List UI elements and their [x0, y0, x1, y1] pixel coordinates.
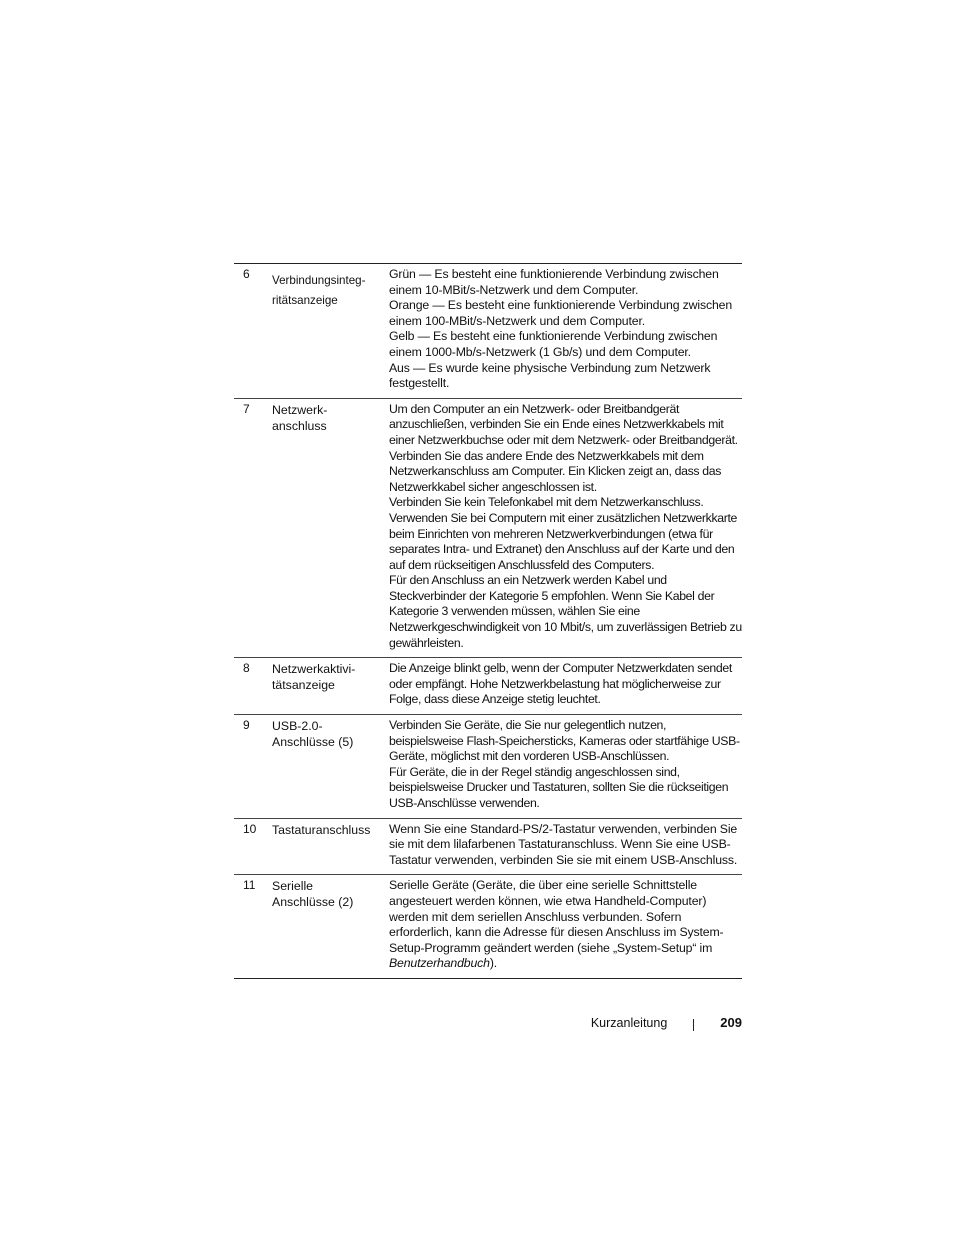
table-row: [234, 714, 742, 818]
description-text: Serielle Geräte (Geräte, die über eine serielle Schnittstelle angesteuert werden können, wie etwa Handheld-Computer) werden mit dem seriellen Anschluss verbunden. Sofern erforderlich, kann die Adresse für diesen Anschluss im System-Setup-Programm geändert werden (siehe „System-Setup“ im: [389, 878, 724, 955]
table-row: [234, 874, 742, 978]
description-paragraph: Für den Anschluss an ein Netzwerk werden Kabel und Steckverbinder der Kategorie 5 empfohlen. Wenn Sie Kabel der Kategorie 3 verwenden müssen, wählen Sie eine Netzwerkgeschwindigkeit von 10 Mbit/s, um zuverlässigen Betrieb zu gewährleisten.: [389, 573, 742, 650]
description-paragraph: Grün — Es besteht eine funktionierende Verbindung zwischen einem 10-MBit/s-Netzwerk und dem Computer.: [389, 267, 719, 297]
footer-section-title: Kurzanleitung: [590, 1015, 668, 1030]
table-row: [234, 398, 742, 658]
label-line: Verbindungsinteg-: [272, 274, 366, 287]
row-number: 11: [243, 878, 256, 893]
page-footer: [591, 1015, 742, 1030]
manual-title: Benutzerhandbuch: [389, 956, 490, 971]
label-line: Tastaturanschluss: [272, 822, 371, 837]
row-number: 10: [243, 821, 257, 836]
table-row: [234, 657, 742, 714]
row-number: 9: [243, 718, 250, 733]
description-paragraph: Orange — Es besteht eine funktionierende Verbindung zwischen einem 100-MBit/s-Netzwerk und dem Computer.: [389, 298, 733, 328]
label-line: tätsanzeige: [272, 678, 335, 693]
description-paragraph: Verbinden Sie kein Telefonkabel mit dem Netzwerkanschluss.: [389, 495, 704, 510]
description-paragraph: Verbinden Sie Geräte, die Sie nur gelegentlich nutzen, beispielsweise Flash-Speichersticks, Kameras oder startfähige USB-Geräte, möglichst mit den vorderen USB-Anschlüssen.: [389, 718, 740, 764]
row-description: [389, 822, 742, 869]
row-description: [389, 878, 742, 972]
label-line: Netzwerk-: [272, 402, 328, 417]
row-description: [389, 661, 742, 708]
label-line: Serielle: [272, 879, 314, 894]
row-description: [389, 267, 742, 392]
description-paragraph: [389, 878, 742, 972]
connector-table: [234, 263, 742, 979]
description-paragraph: Um den Computer an ein Netzwerk- oder Breitbandgerät anzuschließen, verbinden Sie ein Ende eines Netzwerkkabels mit einer Netzwerkbuchse oder mit dem Netzwerk- oder Breitbandgerät. Verbinden Sie das andere Ende des Netzwerkkabels mit dem Netzwerkanschluss am Computer. Ein Klicken zeigt an, dass das Netzwerkkabel sicher angeschlossen ist.: [389, 401, 738, 494]
description-paragraph: Verwenden Sie bei Computern mit einer zusätzlichen Netzwerkkarte beim Einrichten von mehreren Netzwerkverbindungen (etwa für separates Intra- und Extranet) den Anschluss auf der Karte und den auf dem rückseitigen Anschlussfeld des Computers.: [389, 510, 738, 572]
table-row: [234, 818, 742, 875]
row-number: 8: [243, 661, 250, 676]
row-label: [272, 267, 389, 392]
row-label: [272, 402, 389, 652]
row-number: 6: [243, 267, 250, 281]
row-number: 7: [243, 401, 250, 416]
row-label: [272, 822, 389, 869]
page-number: 209: [720, 1015, 742, 1030]
description-paragraph: Wenn Sie eine Standard-PS/2-Tastatur verwenden, verbinden Sie sie mit dem lilafarbenen Tastaturanschluss. Wenn Sie eine USB-Tastatur verwenden, verbinden Sie sie mit einem USB-Anschluss.: [389, 821, 738, 867]
label-line: Anschlüsse (5): [272, 735, 354, 750]
table-row: [234, 264, 742, 398]
label-line: USB-2.0-: [272, 719, 323, 734]
footer-divider: [693, 1019, 694, 1031]
label-line: ritätsanzeige: [272, 294, 338, 307]
description-text: ).: [489, 956, 498, 971]
row-description: [389, 402, 742, 652]
row-label: [272, 661, 389, 708]
description-paragraph: Für Geräte, die in der Regel ständig angeschlossen sind, beispielsweise Drucker und Tastaturen, sollten Sie die rückseitigen USB-Anschlüsse verwenden.: [389, 764, 729, 810]
label-line: Anschlüsse (2): [272, 895, 354, 910]
description-paragraph: Gelb — Es besteht eine funktionierende Verbindung zwischen einem 1000-Mb/s-Netzwerk (1 Gb/s) und dem Computer.: [389, 329, 718, 359]
label-line: anschluss: [272, 418, 327, 433]
row-description: [389, 718, 742, 812]
description-paragraph: Die Anzeige blinkt gelb, wenn der Computer Netzwerkdaten sendet oder empfängt. Hohe Netzwerkbelastung hat möglicherweise zur Folge, dass diese Anzeige stetig leuchtet.: [389, 661, 732, 707]
description-paragraph: Aus — Es wurde keine physische Verbindung zum Netzwerk festgestellt.: [389, 360, 711, 391]
row-label: [272, 718, 389, 812]
row-label: [272, 878, 389, 972]
label-line: Netzwerkaktivi-: [272, 662, 356, 677]
